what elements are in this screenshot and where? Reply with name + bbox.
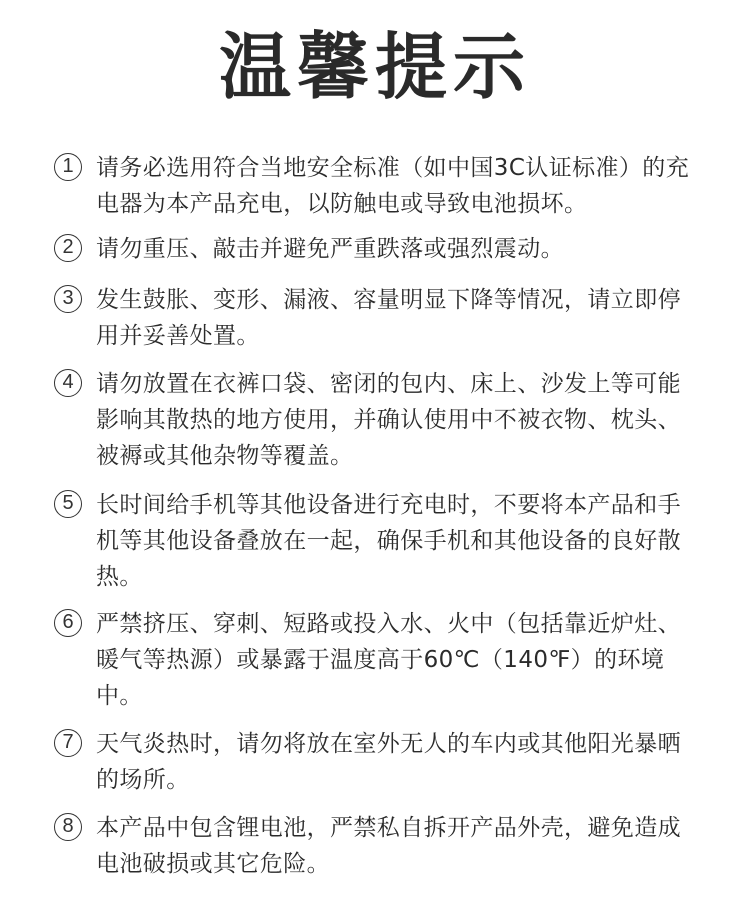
tip-number-badge: 7	[54, 729, 82, 757]
tip-text: 严禁挤压、穿刺、短路或投入水、火中（包括靠近炉灶、暖气等热源）或暴露于温度高于60℃（140℉）的环境中。	[96, 611, 681, 709]
tip-text: 长时间给手机等其他设备进行充电时，不要将本产品和手机等其他设备叠放在一起，确保手机和其他设备的良好散热。	[96, 492, 681, 590]
tip-number-badge: 2	[54, 234, 82, 262]
tip-text: 天气炎热时，请勿将放在室外无人的车内或其他阳光暴晒的场所。	[96, 731, 681, 793]
tip-text: 本产品中包含锂电池，严禁私自拆开产品外壳，避免造成电池破损或其它危险。	[96, 815, 681, 877]
tip-text: 发生鼓胀、变形、漏液、容量明显下降等情况，请立即停用并妥善处置。	[96, 287, 681, 349]
tip-number-badge: 8	[54, 813, 82, 841]
page-title: 温馨提示	[218, 25, 531, 109]
tip-text: 请勿放置在衣裤口袋、密闭的包内、床上、沙发上等可能影响其散热的地方使用，并确认使用中不被衣物、枕头、被褥或其他杂物等覆盖。	[96, 371, 681, 469]
tip-number-badge: 4	[54, 369, 82, 397]
tip-text: 请勿重压、敲击并避免严重跌落或强烈震动。	[96, 236, 564, 262]
tip-text: 请务必选用符合当地安全标准（如中国3C认证标准）的充电器为本产品充电，以防触电或导致电池损坏。	[96, 155, 690, 217]
tip-number-badge: 5	[54, 490, 82, 518]
tip-number-badge: 1	[54, 153, 82, 181]
tip-number-badge: 6	[54, 609, 82, 637]
tip-number-badge: 3	[54, 285, 82, 313]
